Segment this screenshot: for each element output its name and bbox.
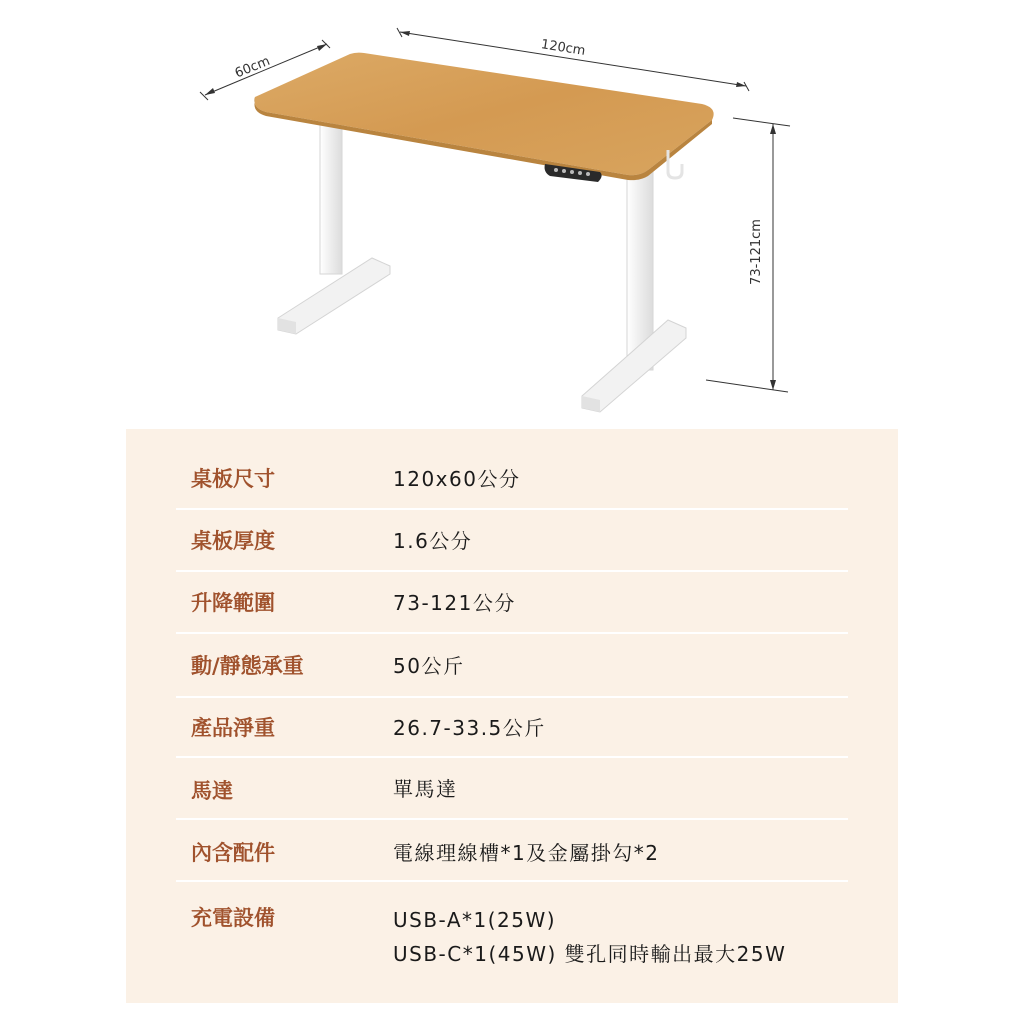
- height-dimension: [706, 118, 790, 392]
- spec-value: 單馬達: [393, 777, 458, 801]
- row-divider: [176, 508, 848, 510]
- height-label: 73-121cm: [749, 219, 764, 285]
- spec-value: 73-121公分: [393, 591, 516, 615]
- row-divider: [176, 632, 848, 634]
- spec-value: 50公斤: [393, 654, 465, 678]
- depth-label: 60cm: [232, 53, 273, 82]
- row-divider: [176, 756, 848, 758]
- spec-label: 升降範圍: [191, 591, 275, 615]
- row-divider: [176, 696, 848, 698]
- spec-label: 桌板尺寸: [191, 467, 275, 491]
- right-leg: [582, 170, 686, 412]
- width-label: 120cm: [539, 37, 587, 59]
- spec-value: 26.7-33.5公斤: [393, 716, 546, 740]
- spec-label: 桌板厚度: [191, 529, 275, 553]
- spec-value-usb-a: USB-A*1(25W): [393, 908, 557, 932]
- left-leg: [278, 124, 390, 334]
- spec-table: [126, 429, 898, 1003]
- spec-value-usb-c: USB-C*1(45W) 雙孔同時輸出最大25W: [393, 942, 787, 966]
- desk-illustration: [0, 0, 1024, 430]
- spec-value: 電線理線槽*1及金屬掛勾*2: [393, 841, 660, 865]
- spec-label: 充電設備: [191, 906, 275, 930]
- spec-value: 1.6公分: [393, 529, 473, 553]
- spec-label: 產品淨重: [191, 716, 275, 740]
- row-divider: [176, 880, 848, 882]
- spec-label: 馬達: [191, 779, 233, 803]
- row-divider: [176, 570, 848, 572]
- spec-value: 120x60公分: [393, 467, 521, 491]
- row-divider: [176, 818, 848, 820]
- spec-label: 動/靜態承重: [191, 654, 304, 678]
- spec-label: 內含配件: [191, 841, 275, 865]
